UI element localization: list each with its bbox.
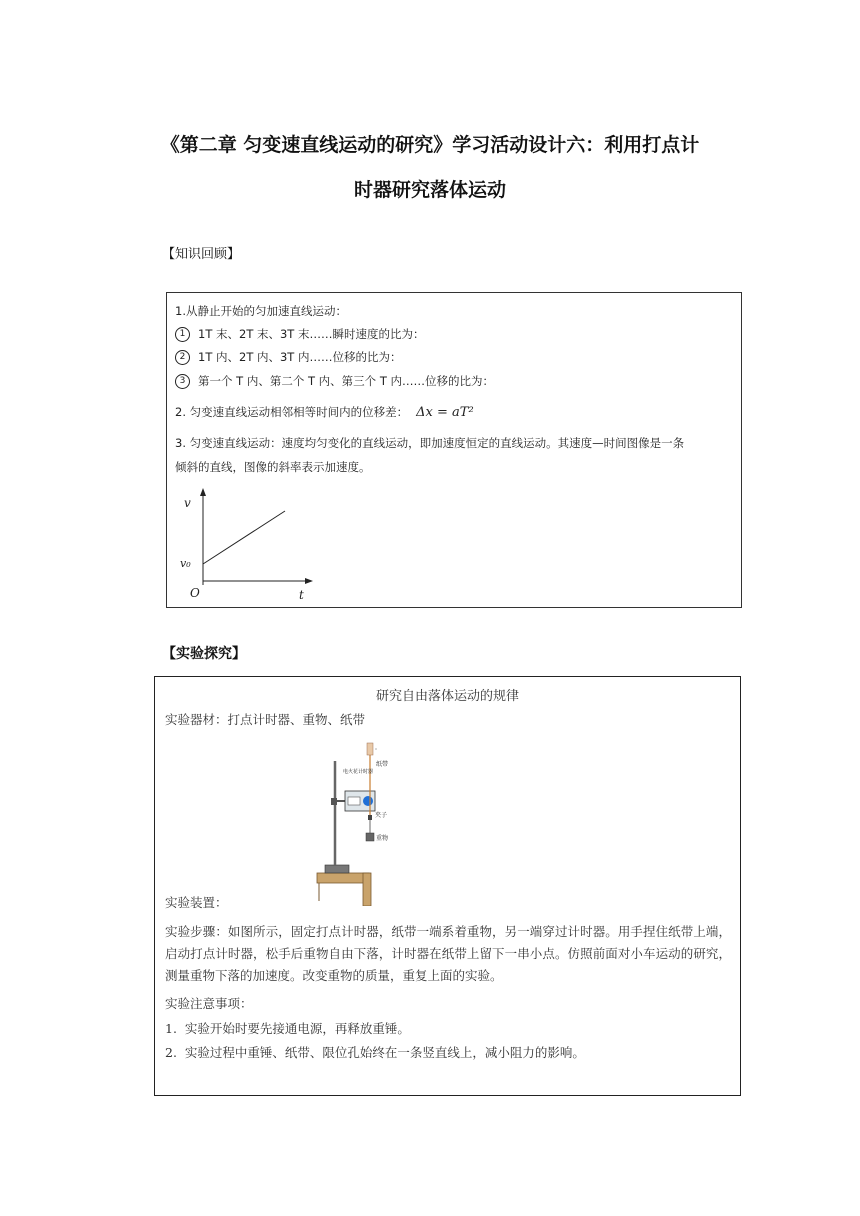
review-item-3 xyxy=(175,373,494,389)
figure-tape-label: 纸带 xyxy=(376,761,389,768)
section-heading-review: 【知识回顾】 xyxy=(162,247,241,262)
experiment-steps: 实验步骤：如图所示，固定打点计时器，纸带一端系着重物，另一端穿过计时器。用手捏住纸带上端，启动打点计时器，松手后重物自由下落，计时器在纸带上留下一串小点。仿照前面对小车运动的研究，测量重物下落的加速度。改变重物的质量，重复上面的实验。 xyxy=(165,924,731,983)
figure-weight-label: 重物 xyxy=(376,835,389,842)
velocity-time-graph xyxy=(175,485,315,603)
page-title-line1: 《第二章 匀变速直线运动的研究》学习活动设计六：利用打点计 xyxy=(160,134,700,156)
experiment-title: 研究自由落体运动的规律 xyxy=(375,689,519,704)
review-line-2 xyxy=(175,404,474,420)
circled-number: 1 xyxy=(175,327,190,342)
experiment-notes-title: 实验注意事项： xyxy=(165,996,253,1011)
experiment-equipment: 实验器材：打点计时器、重物、纸带 xyxy=(165,712,366,727)
graph-x-label: t xyxy=(299,588,304,602)
circled-number: 3 xyxy=(175,374,190,389)
section-heading-experiment: 【实验探究】 xyxy=(162,646,246,662)
review-line-3b: 倾斜的直线，图像的斜率表示加速度。 xyxy=(175,460,371,474)
figure-timer-label: 电火花计时器 xyxy=(343,769,374,775)
review-line-1: 1.从静止开始的匀加速直线运动： xyxy=(175,304,347,318)
review-item-1 xyxy=(175,326,425,342)
review-item-text: 1T 末、2T 末、3T 末……瞬时速度的比为： xyxy=(198,327,425,341)
figure-clip-label: 夹子 xyxy=(375,812,388,819)
graph-v0-label: v₀ xyxy=(180,557,191,570)
graph-y-label: v xyxy=(184,496,191,510)
experiment-box xyxy=(154,676,741,1096)
experiment-device: 实验装置： xyxy=(165,895,228,910)
review-item-text: 1T 内、2T 内、3T 内……位移的比为： xyxy=(198,350,402,364)
experiment-note-1: 1. 实验开始时要先接通电源，再释放重锤。 xyxy=(165,1021,410,1036)
review-item-text: 第一个 T 内、第二个 T 内、第三个 T 内……位移的比为： xyxy=(198,374,495,388)
experiment-note-2: 2. 实验过程中重锤、纸带、限位孔始终在一条竖直线上，减小阻力的影响。 xyxy=(165,1045,585,1060)
review-item-2 xyxy=(175,349,402,365)
apparatus-figure xyxy=(315,741,395,906)
review-box xyxy=(166,292,742,608)
graph-origin-label: O xyxy=(190,586,200,600)
review-line-2-text: 2. 匀变速直线运动相邻相等时间内的位移差： xyxy=(175,405,409,419)
circled-number: 2 xyxy=(175,350,190,365)
review-line-3a: 3. 匀变速直线运动：速度均匀变化的直线运动，即加速度恒定的直线运动。其速度—时间图像是一条 xyxy=(175,436,685,450)
displacement-formula: Δx = aT² xyxy=(416,405,474,420)
page-title-line2: 时器研究落体运动 xyxy=(353,179,506,201)
